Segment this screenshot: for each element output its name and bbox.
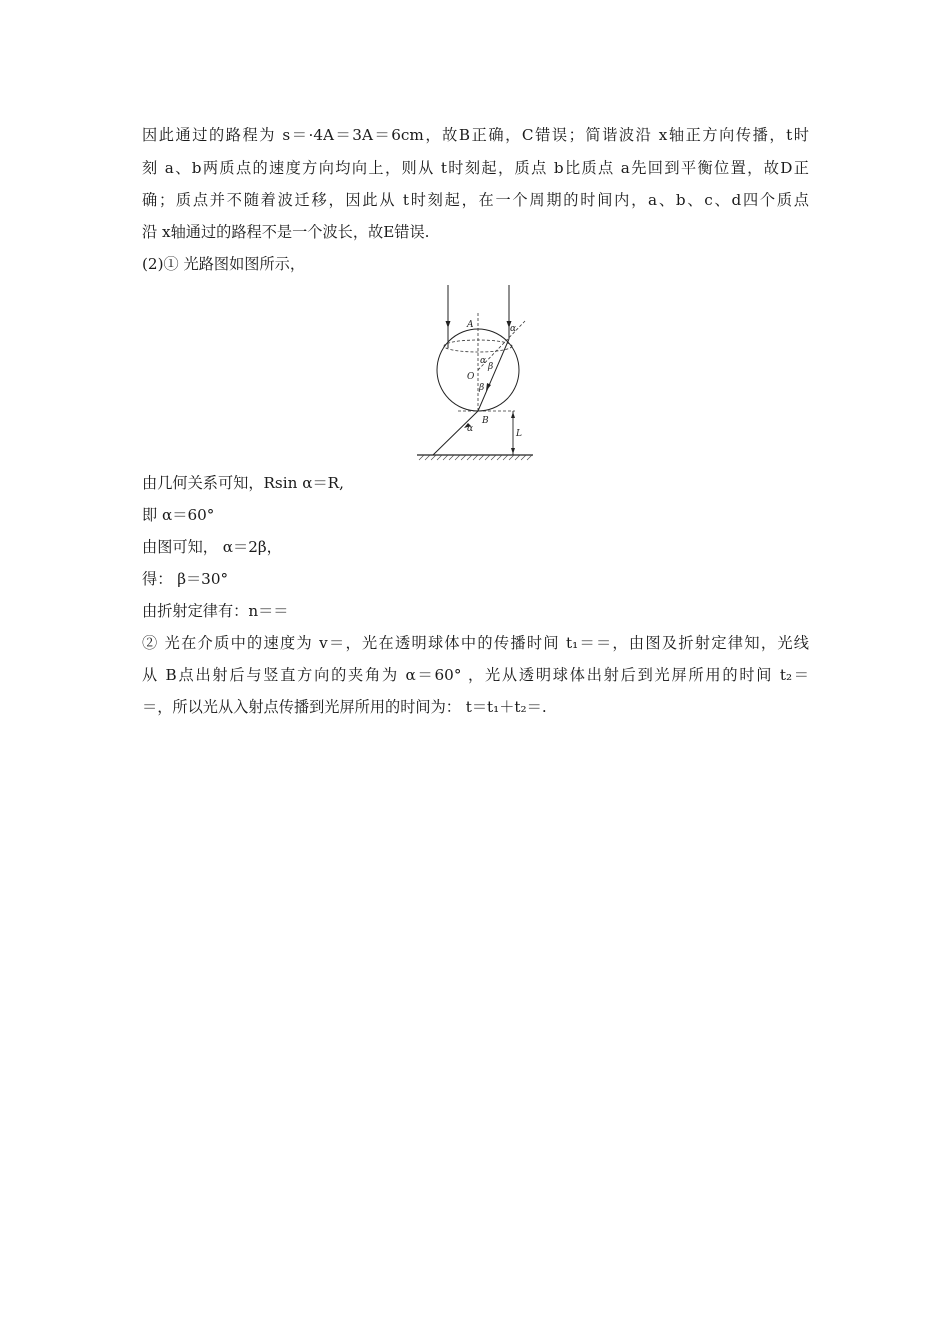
label-alpha-top: α: [510, 324, 517, 334]
screen-hatching: [419, 455, 532, 460]
text-line-1: 因此通过的路程为 s＝·4A＝3A＝6cm，故B正确，C错误；简谐波沿 x轴正方向传播，t时: [142, 126, 809, 144]
label-alpha-bottom: α: [467, 424, 474, 434]
text-line-8: 由图可知， α＝2β，: [142, 538, 282, 556]
label-b: B: [482, 416, 489, 426]
text-line-6: 由几何关系可知，Rsin α＝R,: [142, 474, 344, 492]
text-line-9: 得： β＝30°: [142, 570, 229, 588]
optical-path-figure: [415, 283, 535, 463]
text-line-4: 沿 x轴通过的路程不是一个波长，故E错误.: [142, 223, 430, 241]
dist-arrow-bottom: [511, 448, 515, 454]
text-line-3: 确；质点并不随着波迁移，因此从 t时刻起，在一个周期的时间内，a、b、c、d四个质点: [142, 191, 809, 209]
dist-arrow-top: [511, 412, 515, 418]
refracted-ray: [478, 339, 509, 411]
label-beta-upper: β: [488, 362, 494, 372]
label-alpha-center: α: [480, 356, 487, 366]
label-a: A: [467, 320, 474, 330]
label-o: O: [467, 372, 475, 382]
text-line-7: 即 α＝60°: [142, 506, 215, 524]
text-line-10: 由折射定律有：n＝＝: [142, 602, 289, 620]
optical-path-diagram: [415, 283, 535, 463]
text-line-2: 刻 a、b两质点的速度方向均向上，则从 t时刻起，质点 b比质点 a先回到平衡位置，故D正: [142, 159, 809, 177]
label-l: L: [516, 429, 522, 439]
text-line-11: ② 光在介质中的速度为 v＝，光在透明球体中的传播时间 t₁＝＝，由图及折射定律知，光线: [142, 634, 809, 652]
label-beta-lower: β: [479, 383, 485, 393]
text-line-12: 从 B点出射后与竖直方向的夹角为 α＝60° ，光从透明球体出射后到光屏所用的时间 t₂＝: [142, 666, 809, 684]
arrow-left: [446, 321, 451, 328]
text-line-13: ＝，所以光从入射点传播到光屏所用的时间为： t＝t₁＋t₂＝.: [142, 698, 547, 716]
arrow-inner: [486, 383, 491, 391]
text-line-5: (2)① 光路图如图所示，: [142, 255, 306, 273]
